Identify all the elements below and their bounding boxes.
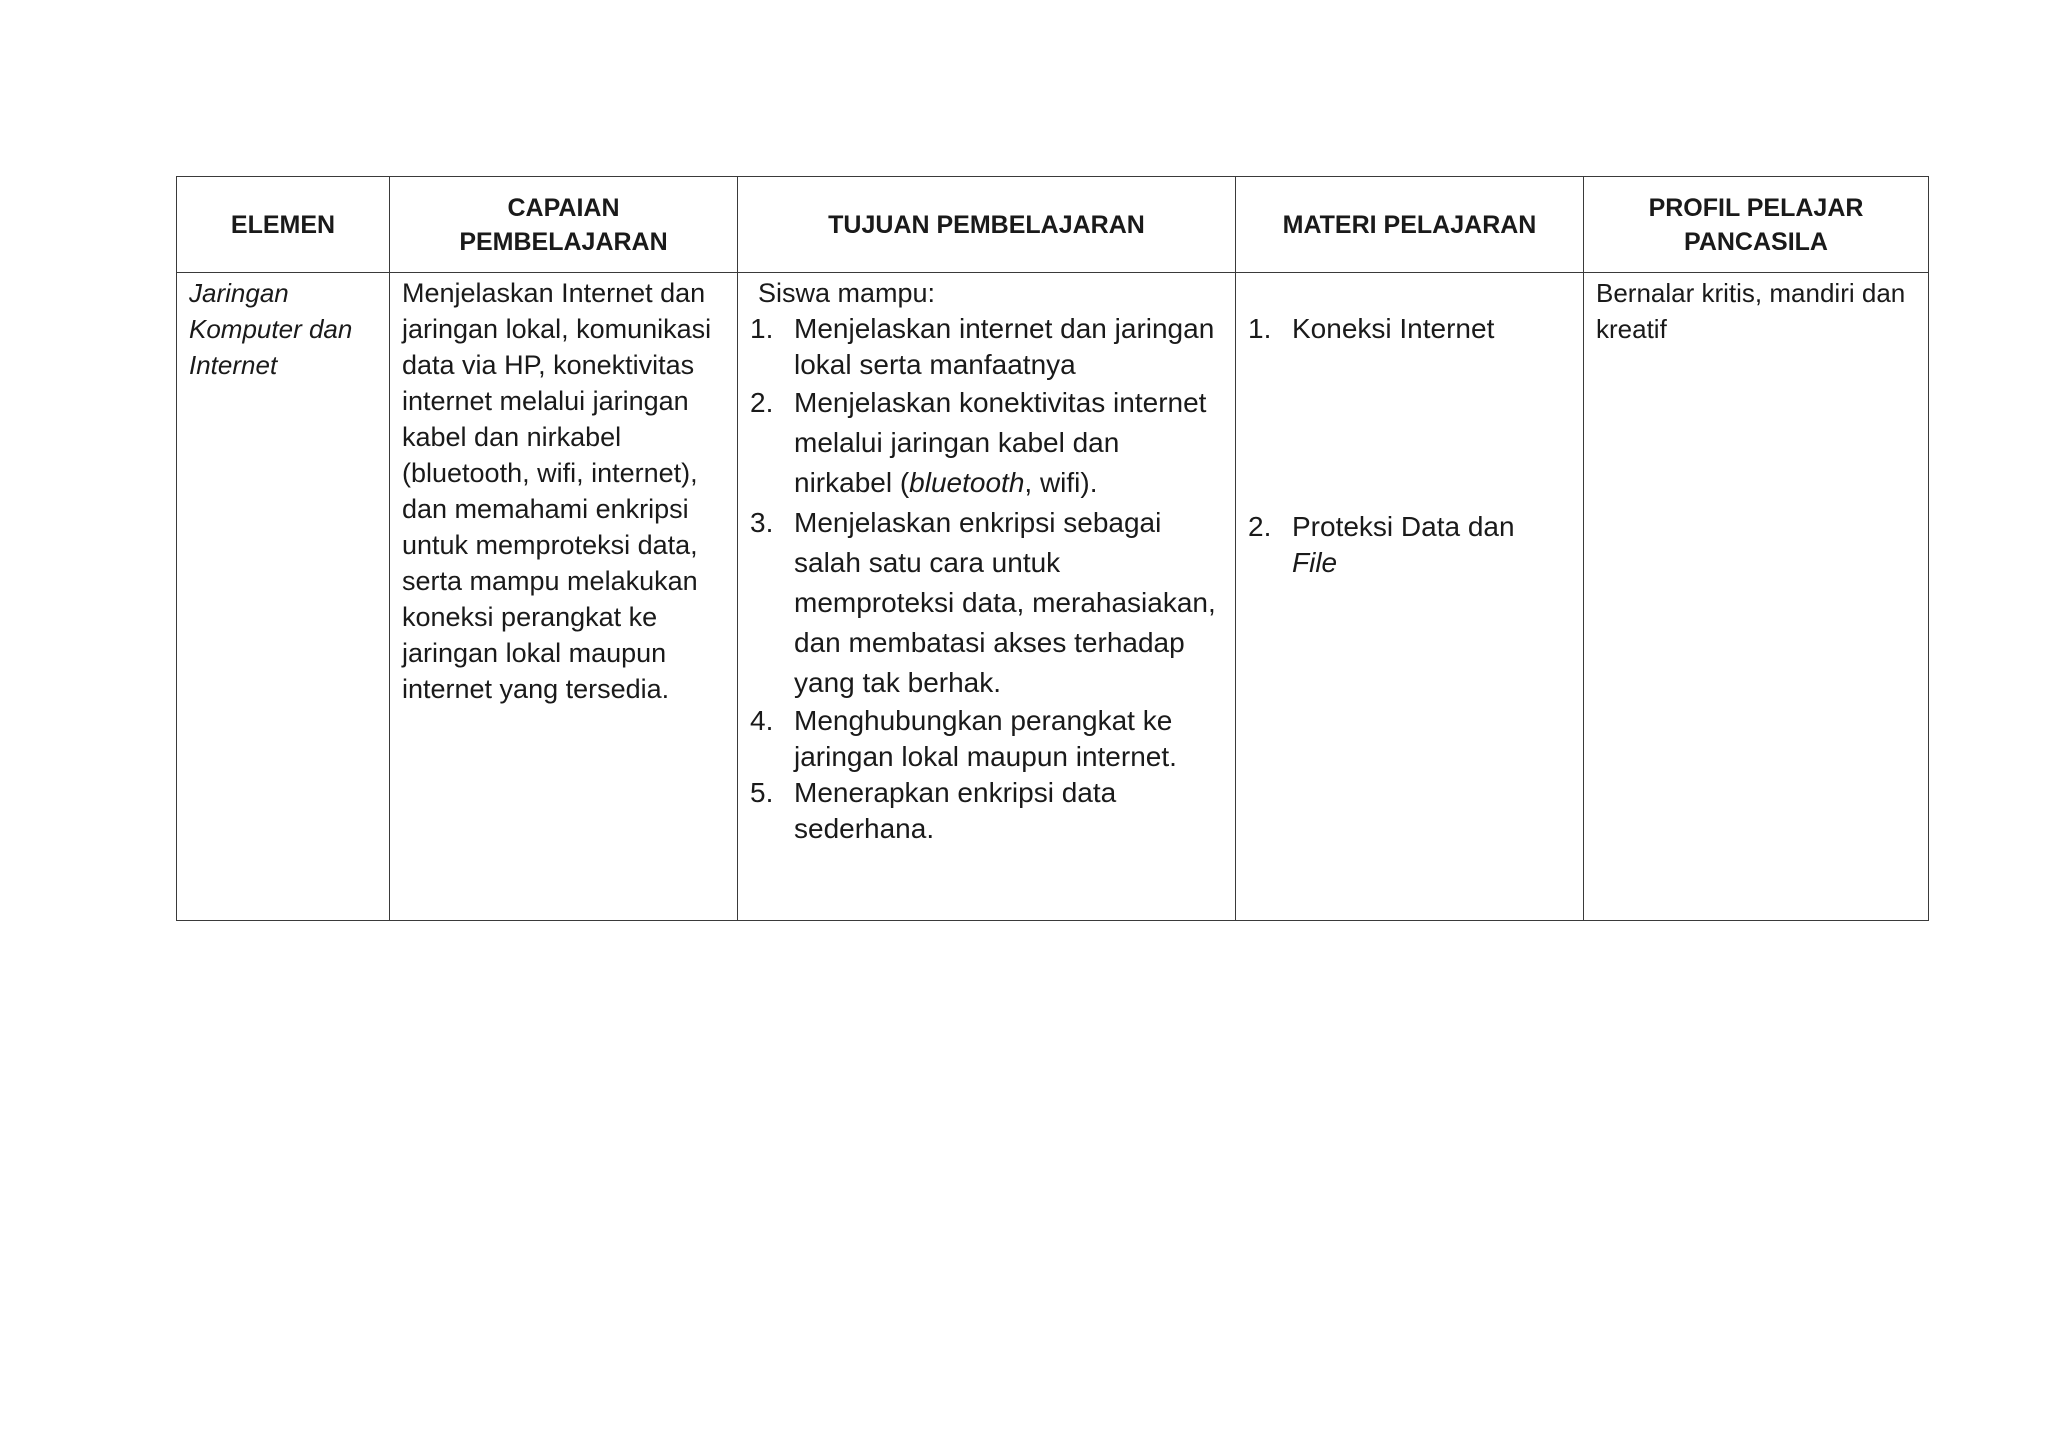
list-item-number: 2. xyxy=(1248,511,1272,542)
list-item-number: 4. xyxy=(750,705,774,736)
list-item-text: Menjelaskan enkripsi sebagai salah satu cara untuk memproteksi data, merahasiakan, dan membatasi akses terhadap yang tak berhak. xyxy=(794,507,1216,698)
tujuan-list xyxy=(750,311,1223,847)
tujuan-intro: Siswa mampu: xyxy=(758,278,936,308)
header-profil-line1: PROFIL PELAJAR xyxy=(1648,193,1864,222)
list-item xyxy=(750,775,1223,847)
profil-text: Bernalar kritis, mandiri dan kreatif xyxy=(1596,278,1906,344)
list-item-text: Menghubungkan perangkat ke jaringan lokal maupun internet. xyxy=(794,705,1177,772)
header-capaian: CAPAIAN PEMBELAJARAN xyxy=(390,177,738,273)
list-item-text-italic: File xyxy=(1292,547,1338,578)
header-tujuan: TUJUAN PEMBELAJARAN xyxy=(738,177,1236,273)
cell-materi xyxy=(1236,273,1584,921)
materi-list xyxy=(1248,311,1571,581)
list-item-text: Menjelaskan konektivitas internet melalui jaringan kabel dan nirkabel ( xyxy=(794,387,1207,498)
list-item-text: Menerapkan enkripsi data sederhana. xyxy=(794,777,1117,844)
capaian-text: Menjelaskan Internet dan jaringan lokal, komunikasi data via HP, konektivitas internet melalui jaringan kabel dan nirkabel (bluetooth, wifi, internet), dan memahami enkripsi untuk memproteksi data, serta mampu melakukan koneksi perangkat ke jaringan lokal maupun internet yang tersedia. xyxy=(402,278,712,704)
list-item-text-italic: bluetooth xyxy=(909,467,1025,498)
header-elemen: ELEMEN xyxy=(177,177,390,273)
list-item-number: 1. xyxy=(1248,313,1272,344)
list-item xyxy=(750,503,1223,703)
learning-objectives-table xyxy=(176,176,1929,921)
list-item xyxy=(750,383,1223,503)
list-item xyxy=(1248,509,1571,581)
list-item-text: Proteksi Data dan xyxy=(1292,511,1515,542)
table-row xyxy=(177,273,1929,921)
list-item-text: Koneksi Internet xyxy=(1292,313,1495,344)
cell-capaian xyxy=(390,273,738,921)
list-item-number: 1. xyxy=(750,313,774,344)
elemen-text: Jaringan Komputer dan Internet xyxy=(189,278,353,380)
list-item-number: 3. xyxy=(750,507,774,538)
list-item-text-end: , wifi). xyxy=(1024,467,1098,498)
header-profil-line2: PANCASILA xyxy=(1684,227,1828,256)
header-profil xyxy=(1584,177,1929,273)
table-header-row xyxy=(177,177,1929,273)
list-item xyxy=(750,703,1223,775)
header-materi: MATERI PELAJARAN xyxy=(1236,177,1584,273)
list-item xyxy=(750,311,1223,383)
list-item-text: Menjelaskan internet dan jaringan lokal serta manfaatnya xyxy=(794,313,1215,380)
list-item xyxy=(1248,311,1571,347)
cell-elemen xyxy=(177,273,390,921)
list-item-number: 2. xyxy=(750,387,774,418)
cell-tujuan xyxy=(738,273,1236,921)
list-item-number: 5. xyxy=(750,777,774,808)
cell-profil xyxy=(1584,273,1929,921)
